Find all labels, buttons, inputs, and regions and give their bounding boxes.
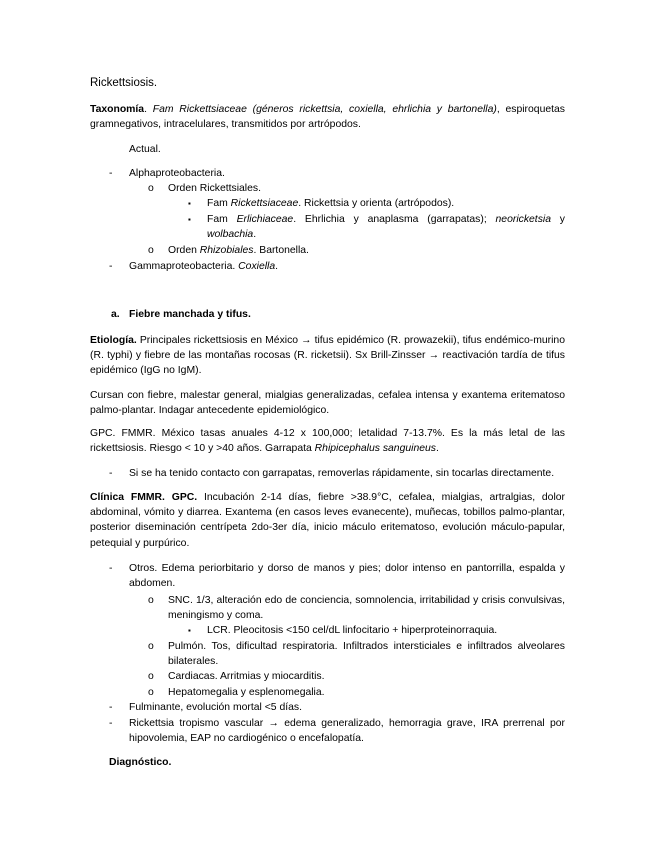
section-marker: a. — [111, 309, 120, 320]
bullet-dash: - — [109, 468, 113, 479]
list-item-orden-rickettsiales: Orden Rickettsiales. — [168, 183, 261, 194]
bullet-circle: o — [148, 641, 154, 652]
taxonomia-italic: Fam Rickettsiaceae (géneros rickettsia, coxiella, ehrlichia y bartonella) — [152, 104, 497, 115]
diagnostico-heading: Diagnóstico. — [109, 757, 172, 768]
actual-label: Actual. — [129, 144, 161, 155]
bullet-square: ▪ — [188, 626, 191, 635]
etiologia-label: Etiología. — [90, 335, 137, 346]
list-item-fam-erlichiaceae: Fam Erlichiaceae. Ehrlichia y anaplasma (garrapatas); neoricketsia y wolbachia. — [207, 214, 565, 241]
list-item-pulmon: Pulmón. Tos, dificultad respiratoria. Infiltrados intersticiales e infiltrados alveolares bilaterales. — [168, 641, 565, 668]
list-item-orden-rhizobiales: Orden Rhizobiales. Bartonella. — [168, 245, 309, 256]
taxonomia-paragraph: Taxonomía. Fam Rickettsiaceae (géneros rickettsia, coxiella, ehrlichia y bartonella), espiroquetas gramnegativos, intracelulares, transmitidos por artrópodos. — [90, 104, 565, 131]
list-item-fam-rickettsiaceae: Fam Rickettsiaceae. Rickettsia y orienta (artrópodos). — [207, 198, 455, 209]
bullet-dash: - — [109, 702, 113, 713]
page-title: Rickettsiosis. — [90, 77, 158, 89]
clinica-label: Clínica FMMR. GPC. — [90, 492, 198, 503]
bullet-dash: - — [109, 718, 113, 729]
list-item-garrapatas: Si se ha tenido contacto con garrapatas, removerlas rápidamente, sin tocarlas directamente. — [129, 468, 555, 479]
bullet-circle: o — [148, 687, 154, 698]
bullet-square: ▪ — [188, 215, 191, 224]
etiologia-paragraph: Etiología. Principales rickettsiosis en México → tifus epidémico (R. prowazekii), tifus endémico-murino (R. typhi) y fiebre de las montañas rocosas (R. ricketsii). Sx Brill-Zinsser → reactivación tardía de tifus epidémico (IgG no IgM). — [90, 335, 565, 377]
bullet-dash: - — [109, 563, 113, 574]
list-item-cardiacas: Cardiacas. Arritmias y miocarditis. — [168, 671, 325, 682]
taxonomia-label: Taxonomía — [90, 104, 145, 115]
list-item-lcr: LCR. Pleocitosis <150 cel/dL linfocitario + hiperproteinorraquia. — [207, 625, 498, 636]
bullet-square: ▪ — [188, 199, 191, 208]
cursan-paragraph: Cursan con fiebre, malestar general, mialgias generalizadas, cefalea intensa y exantema eritematoso palmo-plantar. Indagar antecedente epidemiológico. — [90, 390, 565, 417]
bullet-circle: o — [148, 245, 154, 256]
list-item-gamma: Gammaproteobacteria. Coxiella. — [129, 261, 279, 272]
bullet-dash: - — [109, 261, 113, 272]
bullet-circle: o — [148, 671, 154, 682]
list-item-tropismo: Rickettsia tropismo vascular → edema generalizado, hemorragia grave, IRA prerrenal por hipovolemia, EAP no cardiogénico o encefalopatía. — [129, 718, 565, 745]
list-item-snc: SNC. 1/3, alteración edo de conciencia, somnolencia, irritabilidad y crisis convulsivas, meningismo y coma. — [168, 595, 565, 622]
bullet-circle: o — [148, 183, 154, 194]
list-item-alpha: Alphaproteobacteria. — [129, 168, 225, 179]
section-heading: Fiebre manchada y tifus. — [129, 309, 251, 320]
bullet-dash: - — [109, 168, 113, 179]
taxonomia-rest: , espiroquetas gramnegativos, intracelulares, transmitidos por artrópodos. — [90, 104, 565, 131]
gpc-paragraph: GPC. FMMR. México tasas anuales 4-12 x 100,000; letalidad 7-13.7%. Es la más letal de las rickettsiosis. Riesgo < 10 y >40 años. Garrapata Rhipicephalus sanguineus. — [90, 428, 565, 455]
bullet-circle: o — [148, 595, 154, 606]
clinica-paragraph: Clínica FMMR. GPC. Incubación 2-14 días, fiebre >38.9°C, cefalea, mialgias, artralgias, dolor abdominal, vómito y diarrea. Exantema (en casos leves evanecente), muñecas, tobillos palmo-plantar, posterior diseminación centrípeta 2do-3er día, inicio máculo eritematoso, evolución máculo-papular, petequial y purpúrico. — [90, 492, 566, 549]
list-item-otros: Otros. Edema periorbitario y dorso de manos y pies; dolor intenso en pantorrilla, espalda y abdomen. — [129, 563, 565, 590]
list-item-hepato: Hepatomegalia y esplenomegalia. — [168, 687, 325, 698]
list-item-fulminante: Fulminante, evolución mortal <5 días. — [129, 702, 302, 713]
